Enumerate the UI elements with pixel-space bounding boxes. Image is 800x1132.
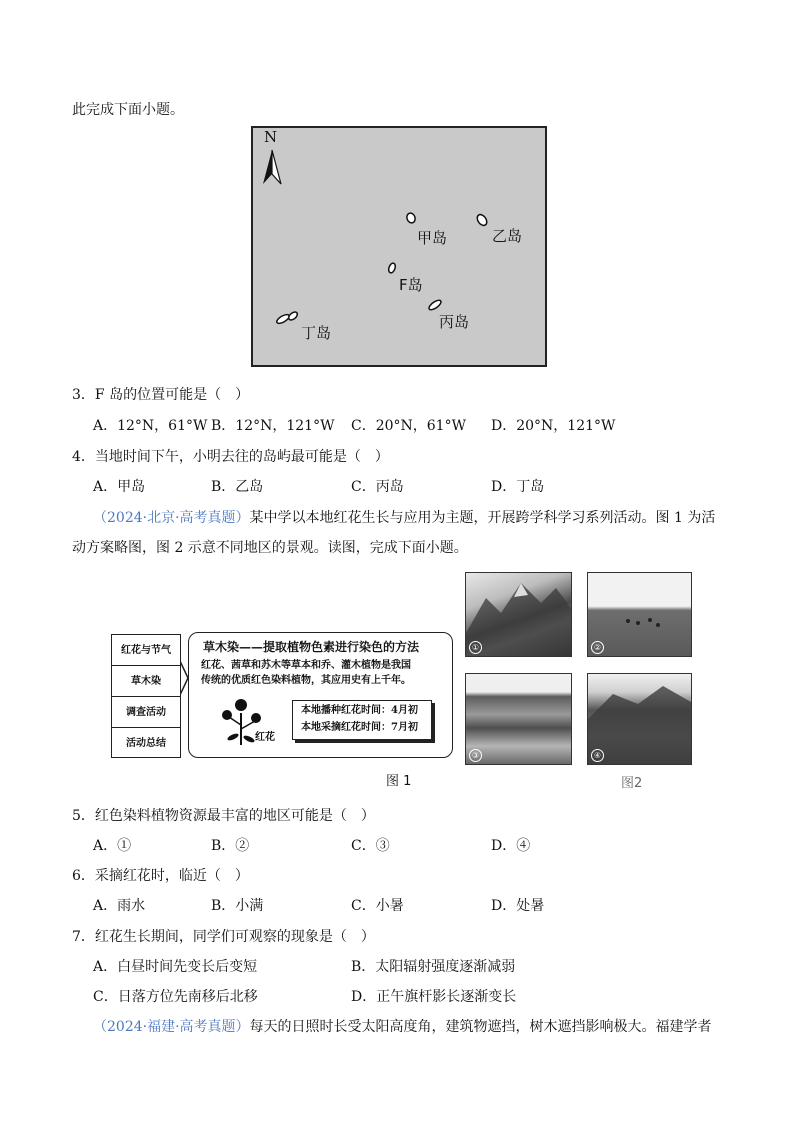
q5-option-d[interactable]: D．④ xyxy=(491,838,531,854)
q4-option-c[interactable]: C．丙岛 xyxy=(351,479,404,495)
island-jia-label: 甲岛 xyxy=(417,229,448,247)
q3-option-d[interactable]: D．20°N，121°W xyxy=(491,418,616,434)
q6-stem: 6．采摘红花时，临近（ ） xyxy=(72,868,249,884)
figure1-caption: 图 1 xyxy=(386,774,412,789)
photo-4-forest-hills xyxy=(587,673,692,765)
q4-option-a[interactable]: A．甲岛 xyxy=(93,479,146,495)
figure1-panel-text1: 红花、茜草和苏木等草本和乔、灌木植物是我国 xyxy=(201,660,411,671)
island-f-label: F岛 xyxy=(399,276,423,294)
island-jia-shape xyxy=(406,212,417,224)
map-drawing xyxy=(253,128,545,365)
figure1-dates-box xyxy=(292,700,432,740)
figure1-panel xyxy=(188,632,453,758)
q6-option-b[interactable]: B．小满 xyxy=(211,898,264,914)
intro-text: 此完成下面小题。 xyxy=(72,102,184,118)
q5-stem: 5．红色染料植物资源最丰富的地区可能是（ ） xyxy=(72,808,375,824)
q6-option-d[interactable]: D．处暑 xyxy=(491,898,545,914)
q4-option-b[interactable]: B．乙岛 xyxy=(211,479,264,495)
q7-stem: 7．红花生长期间，同学们可观察的现象是（ ） xyxy=(72,929,375,945)
q3-option-c[interactable]: C．20°N，61°W xyxy=(351,418,466,434)
photo-3-number: ③ xyxy=(469,749,482,762)
q7-option-a[interactable]: A．白昼时间先变长后变短 xyxy=(93,959,258,975)
q3-stem: 3．F 岛的位置可能是（ ） xyxy=(72,387,250,403)
q4-stem: 4．当地时间下午，小明去往的岛屿最可能是（ ） xyxy=(72,449,389,465)
passage2-line1 xyxy=(93,508,715,528)
q6-option-a[interactable]: A．雨水 xyxy=(93,898,146,914)
figure1-nav-item: 活动总结 xyxy=(126,738,166,749)
passage2-line1-text: 某中学以本地红花生长与应用为主题，开展跨学科学习系列活动。图 1 为活 xyxy=(249,510,716,526)
island-yi-label: 乙岛 xyxy=(492,227,523,245)
photo-2-grassland xyxy=(587,572,692,657)
island-f-shape xyxy=(387,262,396,273)
island-yi-shape xyxy=(475,213,488,227)
photo-3-desert xyxy=(465,673,572,765)
passage3-source[interactable]: （2024·福建·高考真题） xyxy=(93,1019,250,1035)
figure1-pick-date: 本地采摘红花时间：7月初 xyxy=(301,722,418,733)
island-ding-label: 丁岛 xyxy=(301,324,332,342)
q7-option-c[interactable]: C．日落方位先南移后北移 xyxy=(93,989,258,1005)
q5-option-a[interactable]: A．① xyxy=(93,838,132,854)
passage2-line2: 动方案略图，图 2 示意不同地区的景观。读图，完成下面小题。 xyxy=(72,540,468,556)
q4-option-d[interactable]: D．丁岛 xyxy=(491,479,545,495)
photo-2-number: ② xyxy=(591,641,604,654)
figure1-panel-text2: 传统的优质红色染料植物，其应用史有上千年。 xyxy=(201,675,411,686)
figure1-nav-item: 调查活动 xyxy=(112,697,180,728)
passage2-source[interactable]: （2024·北京·高考真题） xyxy=(93,510,250,526)
island-ding-shape-b xyxy=(287,310,299,321)
q5-option-b[interactable]: B．② xyxy=(211,838,250,854)
figure1-nav-item: 草木染 xyxy=(112,666,180,697)
island-map xyxy=(251,126,547,367)
q5-option-c[interactable]: C．③ xyxy=(351,838,390,854)
north-arrow-icon xyxy=(263,150,272,184)
figure1-nav xyxy=(111,634,181,758)
q3-option-b[interactable]: B．12°N，121°W xyxy=(211,418,335,434)
q7-option-d[interactable]: D．正午旗杆影长逐渐变长 xyxy=(351,989,517,1005)
island-bing-label: 丙岛 xyxy=(439,313,470,331)
passage3-text: 每天的日照时长受太阳高度角，建筑物遮挡，树木遮挡影响极大。福建学者 xyxy=(249,1019,712,1035)
passage3-line1 xyxy=(93,1017,712,1037)
figure1-panel-title: 草木染——提取植物色素进行染色的方法 xyxy=(203,640,420,654)
safflower-label: 红花 xyxy=(255,732,275,743)
north-label: N xyxy=(264,128,278,146)
island-bing-shape xyxy=(428,299,443,312)
photo-1-number: ① xyxy=(469,641,482,654)
figure1-nav-item: 红花与节气 xyxy=(112,635,180,666)
q6-option-c[interactable]: C．小暑 xyxy=(351,898,404,914)
figure1-sow-date: 本地播种红花时间：4月初 xyxy=(301,705,418,716)
photo-1-mountains xyxy=(465,572,572,657)
photo-4-number: ④ xyxy=(591,749,604,762)
q7-option-b[interactable]: B．太阳辐射强度逐渐减弱 xyxy=(351,959,516,975)
q3-option-a[interactable]: A．12°N，61°W xyxy=(93,418,208,434)
figure2-caption: 图2 xyxy=(621,776,643,791)
